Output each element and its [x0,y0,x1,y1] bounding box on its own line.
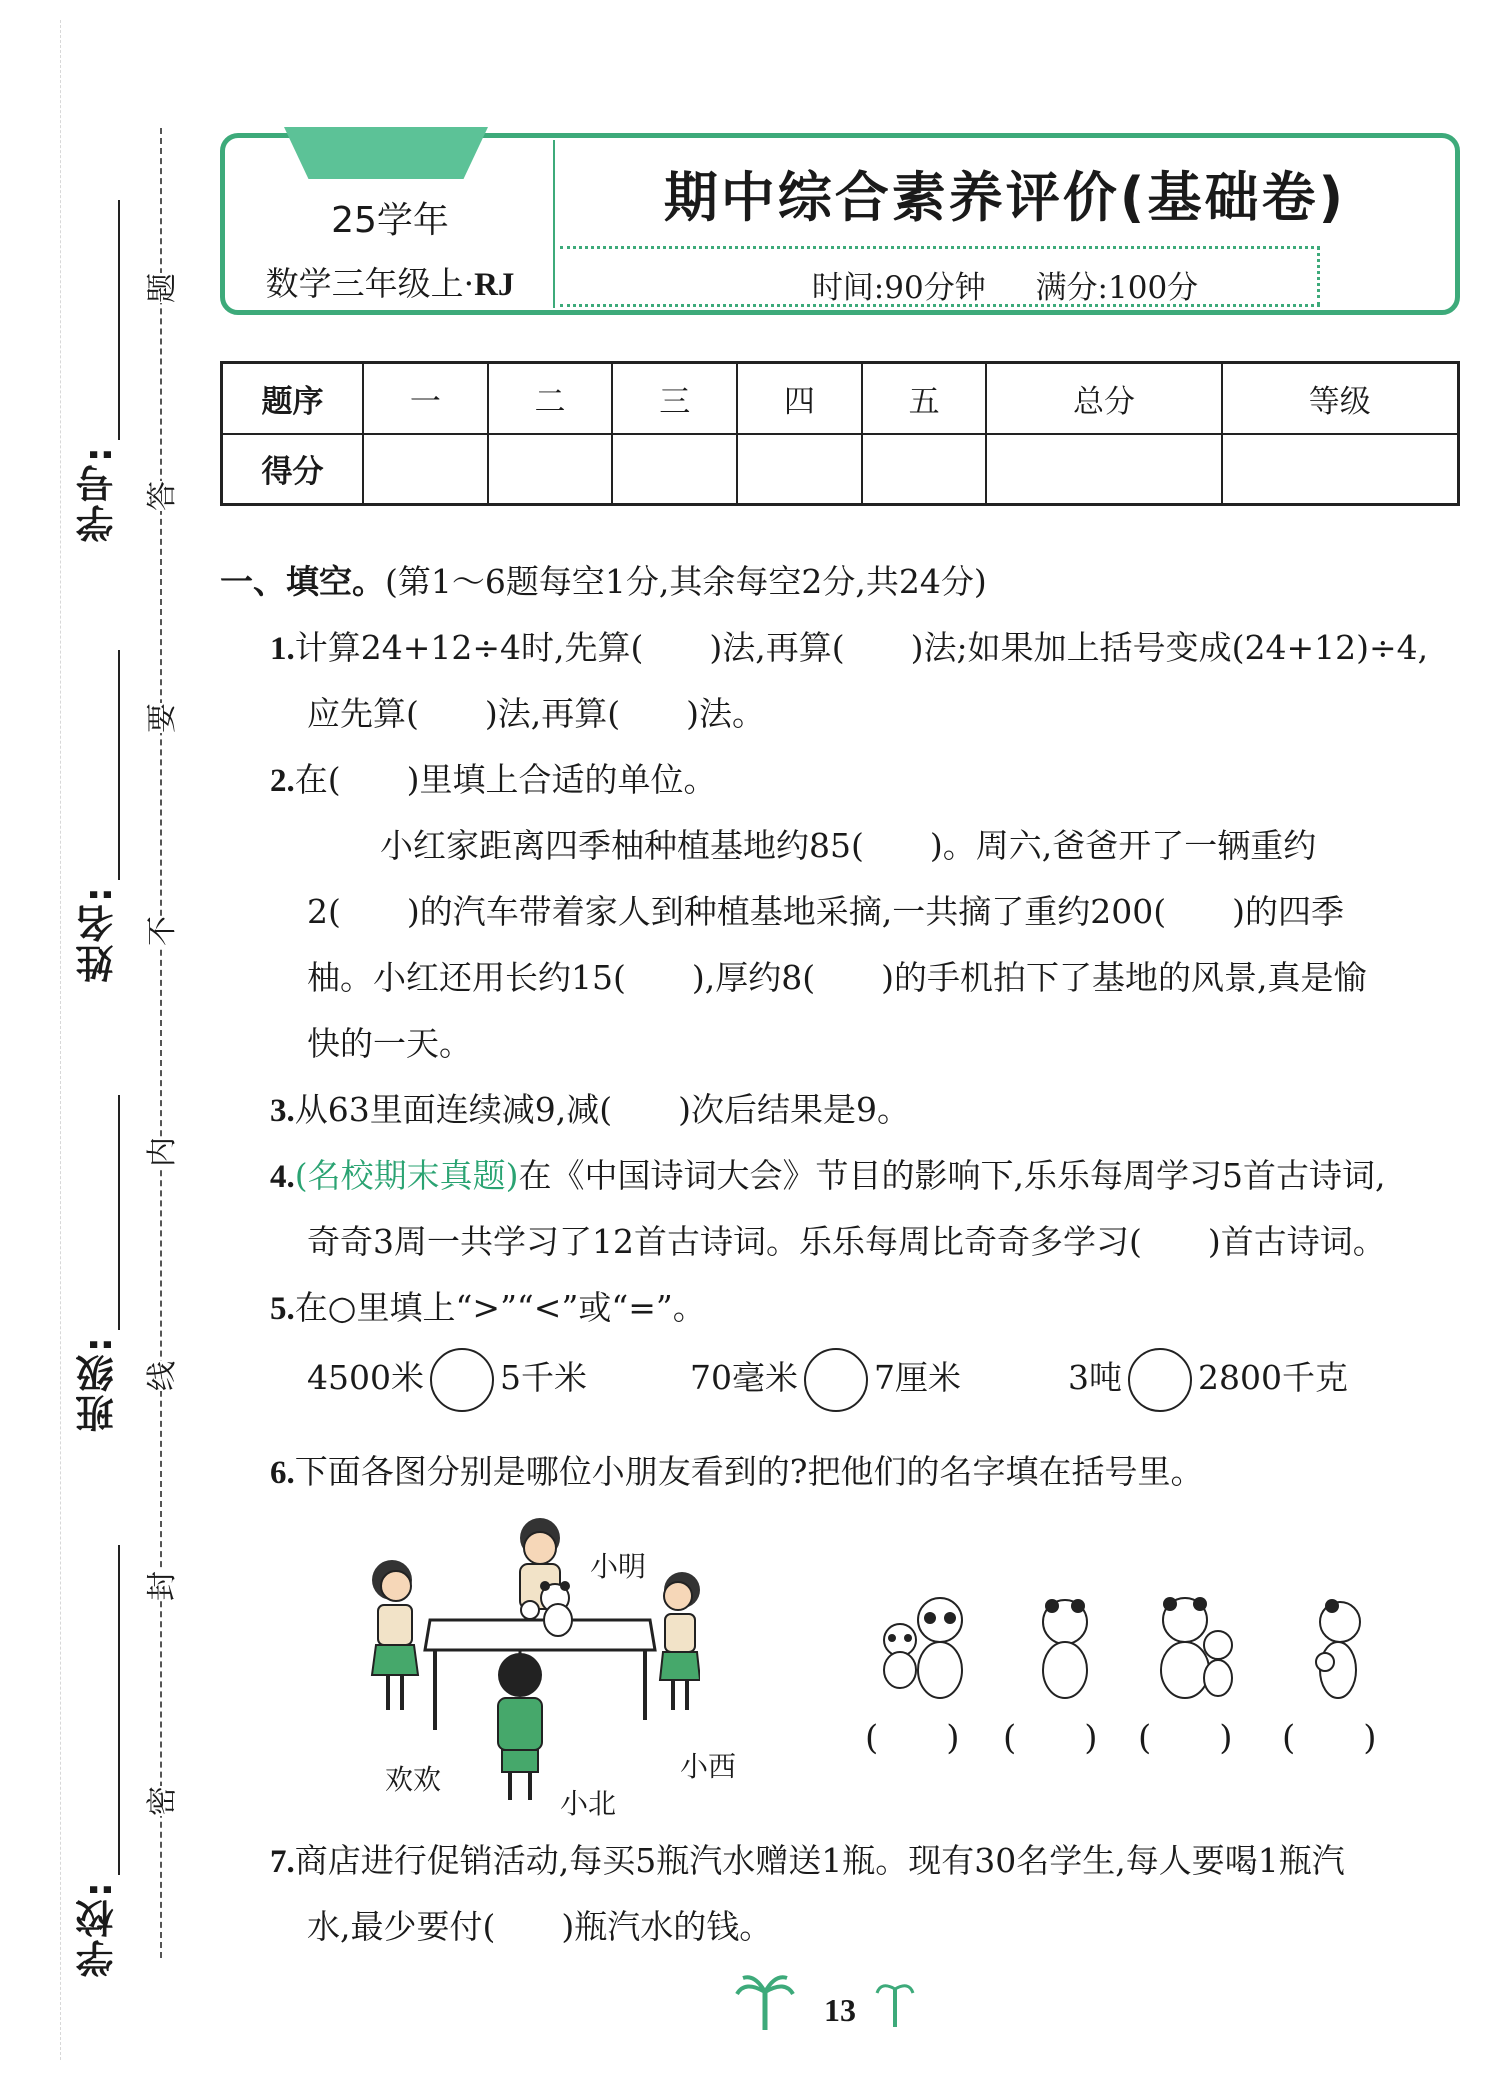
score-input-cell[interactable] [1222,434,1459,505]
compare-right: 2800千克 [1198,1358,1348,1397]
question-6-stem [270,1446,1203,1493]
full-score: 满分:100分 [1035,270,1199,306]
page-title: 期中综合素养评价(基础卷) [663,166,1347,229]
grade-subject [245,258,535,305]
score-input-cell[interactable] [488,434,613,505]
question-2-line1: 小红家距离四季柚种植基地约85( )。周六,爸爸开了一辆重约 [380,826,1317,865]
question-text: 在○里填上“>”“<”或“=”。 [294,1288,706,1327]
score-row-label: 得分 [222,434,364,505]
question-text: 下面各图分别是哪位小朋友看到的?把他们的名字填在括号里。 [294,1452,1204,1491]
question-2-line2: 2( )的汽车带着家人到种植基地采摘,一共摘了重约200( )的四季 [307,892,1344,931]
question-text: 在( )里填上合适的单位。 [294,760,717,799]
grade-text: 数学三年级上· [265,264,475,303]
question-2-line4: 快的一天。 [307,1024,472,1063]
header-divider [553,140,555,308]
child-name-huanhuan: 欢欢 [385,1763,442,1796]
child-name-xiaobei: 小北 [560,1787,617,1820]
compare-left: 4500米 [307,1358,424,1397]
question-7-line2: 水,最少要付( )瓶汽水的钱。 [307,1907,773,1946]
score-table-cell: 三 [612,363,737,434]
section-title: 一、填空。 [220,562,385,601]
seal-char: 答 [133,481,185,511]
score-table [220,361,1460,506]
child-name-xiaoming: 小明 [590,1550,647,1583]
answer-blank[interactable]: ( ) [865,1718,960,1758]
name-label: 姓名: [76,885,120,983]
score-table-cell: 二 [488,363,613,434]
source-tag: (名校期末真题) [294,1156,519,1195]
seal-char: 封 [133,1571,185,1601]
question-1-line2: 应先算( )法,再算( )法。 [307,694,765,733]
compare-circle[interactable] [804,1348,868,1412]
question-number: 3. [270,1093,295,1129]
class-line [118,1095,120,1330]
student-id-line [118,200,120,440]
question-text: 商店进行促销活动,每买5瓶汽水赠送1瓶。现有30名学生,每人要喝1瓶汽 [294,1841,1345,1880]
school-label: 学校: [76,1880,120,1978]
edition-text: RJ [474,267,515,303]
score-table-cell: 总分 [986,363,1221,434]
answer-blank[interactable]: ( ) [1282,1718,1377,1758]
student-id-label: 学号: [76,445,120,543]
compare-circle[interactable] [1128,1348,1192,1412]
exam-meta [560,262,1450,307]
question-number: 1. [270,631,295,667]
title-dotted-line [560,246,1320,249]
exam-time: 时间:90分钟 [811,270,986,306]
question-number: 7. [270,1844,295,1880]
score-table-header-row [222,363,1459,434]
panda-views-illustration [870,1590,1390,1710]
question-number: 2. [270,763,295,799]
section-heading [220,556,987,603]
score-input-cell[interactable] [986,434,1221,505]
question-1-line1 [270,622,1428,669]
question-3 [270,1084,910,1131]
score-table-cell: 四 [737,363,862,434]
score-input-cell[interactable] [737,434,862,505]
compare-item [1068,1348,1348,1412]
question-4-line2: 奇奇3周一共学习了12首古诗词。乐乐每周比奇奇多学习( )首古诗词。 [307,1222,1386,1261]
class-label: 班级: [76,1335,120,1433]
school-year: 25学年 [331,200,449,241]
seal-char: 线 [133,1361,185,1391]
seal-char: 不 [133,916,185,946]
child-name-xiaoxi: 小西 [680,1750,737,1783]
score-table-cell: 题序 [222,363,364,434]
question-2-stem [270,754,717,801]
school-line [118,1545,120,1875]
question-text: 计算24+12÷4时,先算( )法,再算( )法;如果加上括号变成(24+12)÷4, [294,628,1429,667]
question-text: 在《中国诗词大会》节目的影响下,乐乐每周学习5首古诗词, [518,1156,1386,1195]
question-2-line3: 柚。小红还用长约15( ),厚约8( )的手机拍下了基地的风景,真是愉 [307,958,1367,997]
compare-right: 5千米 [499,1358,587,1397]
page-edge-line [60,20,61,2060]
seal-char: 题 [133,273,185,303]
question-5-stem [270,1282,706,1329]
question-4-line1 [270,1150,1385,1197]
page-number: 13 [824,1992,856,2028]
score-table-cell: 五 [862,363,987,434]
section-note: (第1～6题每空1分,其余每空2分,共24分) [385,562,987,601]
compare-left: 70毫米 [690,1358,798,1397]
compare-item [307,1348,587,1412]
seal-char: 要 [133,703,185,733]
score-input-cell[interactable] [612,434,737,505]
compare-right: 7厘米 [874,1358,961,1397]
question-number: 5. [270,1291,295,1327]
binding-dashed-line [160,128,162,1958]
score-table-cell: 等级 [1222,363,1459,434]
compare-item [690,1348,961,1412]
question-number: 4. [270,1159,295,1195]
header-tab [284,127,488,179]
answer-blank[interactable]: ( ) [1138,1718,1233,1758]
question-text: 从63里面连续减9,减( )次后结果是9。 [294,1090,910,1129]
name-line [118,650,120,880]
compare-circle[interactable] [430,1348,494,1412]
score-table-score-row [222,434,1459,505]
question-7-line1 [270,1835,1345,1882]
seal-char: 内 [133,1137,185,1167]
answer-blank[interactable]: ( ) [1003,1718,1098,1758]
question-number: 6. [270,1455,295,1491]
score-table-cell: 一 [363,363,488,434]
compare-left: 3吨 [1068,1358,1122,1397]
seal-char: 密 [133,1786,185,1816]
score-input-cell[interactable] [363,434,488,505]
score-input-cell[interactable] [862,434,987,505]
